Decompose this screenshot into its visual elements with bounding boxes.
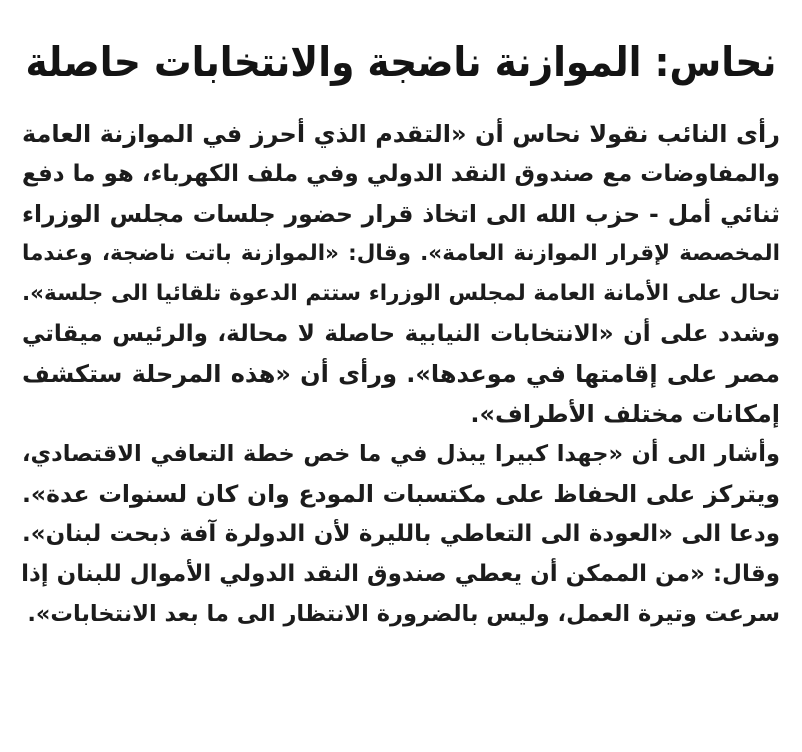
paragraph-end-line: إمكانات مختلف الأطراف». [470, 400, 780, 428]
body-line: وشدد على أن «الانتخابات النيابية حاصلة لا محالة، والرئيس ميقاتي [22, 321, 780, 347]
body-line: المخصصة لإقرار الموازنة العامة». وقال: «الموازنة باتت ناضجة، وعندما [22, 241, 780, 266]
body-line: ثنائي أمل - حزب الله الى اتخاذ قرار حضور جلسات مجلس الوزراء [22, 200, 780, 228]
body-line: وأشار الى أن «جهدا كبيرا يبذل في ما خص خطة التعافي الاقتصادي، [22, 441, 780, 467]
body-line: مصر على إقامتها في موعدها». ورأى أن «هذه المرحلة ستكشف [22, 360, 780, 388]
article-headline: نحاس: الموازنة ناضجة والانتخابات حاصلة [25, 38, 777, 86]
paragraph-end-line: سرعت وتيرة العمل، وليس بالضرورة الانتظار الى ما بعد الانتخابات». [27, 601, 780, 627]
body-line: تحال على الأمانة العامة لمجلس الوزراء ستتم الدعوة تلقائيا الى جلسة». [22, 281, 780, 306]
body-line: والمفاوضات مع صندوق النقد الدولي وفي ملف الكهرباء، هو ما دفع [22, 161, 780, 187]
news-article [22, 22, 780, 746]
body-line: وقال: «من الممكن أن يعطي صندوق النقد الدولي الأموال للبنان إذا [21, 561, 780, 587]
article-body [22, 114, 780, 634]
body-line: ويتركز على الحفاظ على مكتسبات المودع وان كان لسنوات عدة». [22, 480, 780, 508]
body-line: رأى النائب نقولا نحاس أن «التقدم الذي أحرز في الموازنة العامة [22, 120, 780, 148]
body-line: ودعا الى «العودة الى التعاطي بالليرة لأن الدولرة آفة ذبحت لبنان». [22, 521, 780, 547]
